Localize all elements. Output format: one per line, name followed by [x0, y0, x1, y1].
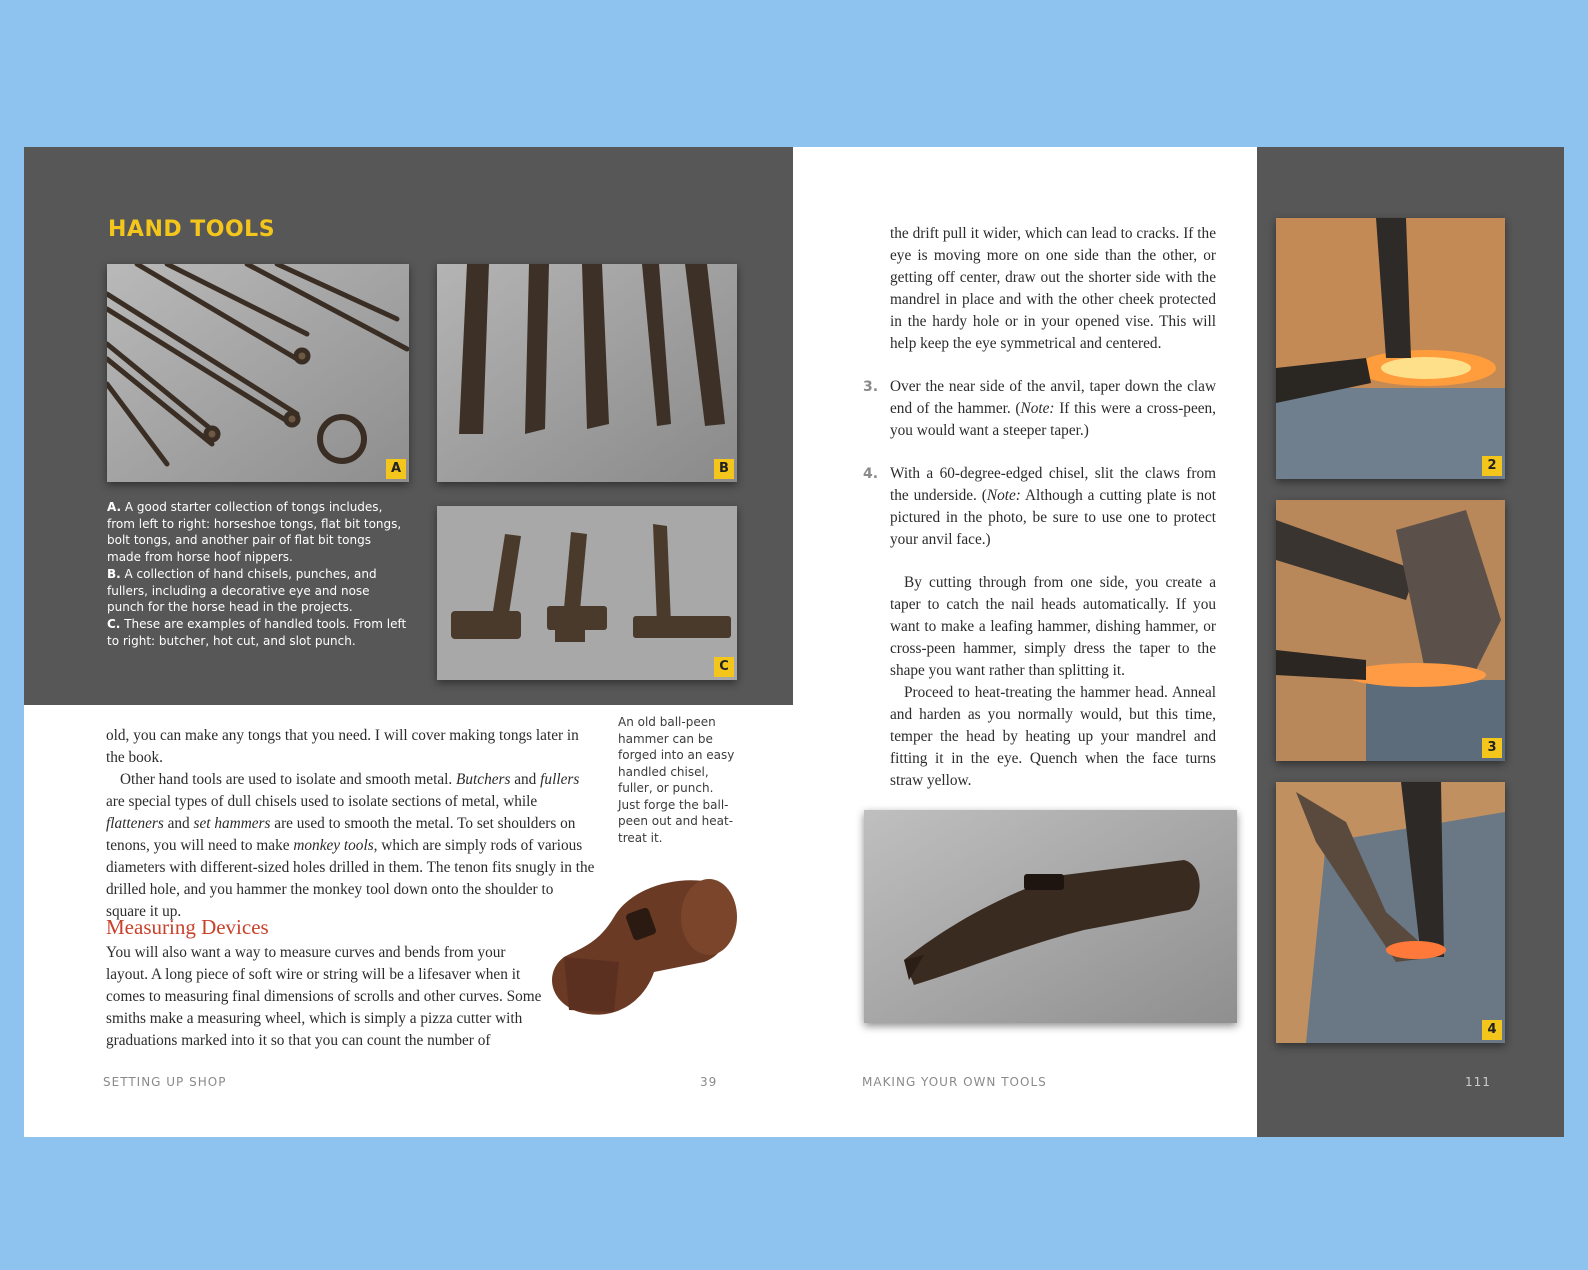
photo-label-c: C: [714, 657, 734, 677]
left-body-text: [106, 725, 596, 923]
intro-paragraph: the drift pull it wider, which can lead to cracks. If the eye is moving more on one side than the other, or getting off center, draw out the shorter side with the mandrel in place and with the other cheek protected in the hardy hole or in your opened vise. This will help keep the eye symmetrical and centered.: [890, 225, 1216, 352]
footer-chapter-title: MAKING YOUR OWN TOOLS: [862, 1075, 1047, 1089]
body-paragraph-heat-treat: Proceed to heat-treating the hammer head. Anneal and harden as you normally would, but this time, temper the head by heating up your mandrel and fitting it in the eye. Quench when the face turns straw yellow.: [890, 684, 1216, 789]
caption-a: A. A good starter collection of tongs includes, from left to right: horseshoe tongs, flat bit tongs, bolt tongs, and another pair of flat bit tongs made from horse hoof nippers.: [107, 500, 402, 565]
measuring-devices-text: You will also want a way to measure curves and bends from your layout. A long piece of soft wire or string will be a lifesaver when it comes to measuring final dimensions of scrolls and other curves. Some smiths make a measuring wheel, which is simply a pizza cutter with graduations marked into it so that you can count the number of: [106, 944, 542, 1049]
photo-label-a: A: [386, 459, 406, 479]
step-3-number: 3.: [863, 379, 879, 395]
step-4-number: 4.: [863, 466, 879, 482]
photo-label-4: 4: [1482, 1020, 1502, 1040]
photo-caption: [107, 499, 407, 649]
right-body-text: [863, 223, 1217, 792]
photo-handled-tools: [437, 506, 737, 680]
photo-step-3: [1276, 500, 1505, 761]
photo-chisels: [437, 264, 737, 482]
photo-label-2: 2: [1482, 456, 1502, 476]
ball-peen-caption: An old ball-peen hammer can be forged into an easy handled chisel, fuller, or punch. Just forge the ball-peen out and heat-treat it.: [618, 715, 735, 845]
caption-c: C. These are examples of handled tools. From left to right: butcher, hot cut, and slot punch.: [107, 616, 407, 648]
photo-label-3: 3: [1482, 738, 1502, 758]
photo-step-2: [1276, 218, 1505, 479]
right-page: [793, 147, 1564, 1137]
step-3: 3. Over the near side of the anvil, taper down the claw end of the hammer. (Note: If this were a cross-peen, you would want a steeper taper.): [863, 378, 1217, 439]
footer-page-number: 39: [700, 1075, 718, 1089]
caption-b: B. A collection of hand chisels, punches, and fullers, including a decorative eye and nose punch for the horse head in the projects.: [107, 566, 377, 615]
photo-tongs: [107, 264, 409, 482]
ball-peen-hammer-image: [544, 862, 739, 1022]
measuring-devices-heading: Measuring Devices: [106, 915, 269, 939]
photo-label-b: B: [714, 459, 734, 479]
footer-chapter-title: SETTING UP SHOP: [103, 1075, 227, 1089]
photo-claw-hammer: [864, 810, 1237, 1023]
body-paragraph-cutting: By cutting through from one side, you create a taper to catch the nail heads automatically. If you want to make a leafing hammer, dishing hammer, or cross-peen hammer, simply dress the taper to the shape you want rather than splitting it.: [890, 574, 1216, 679]
photo-step-4: [1276, 782, 1505, 1043]
step-4: 4. With a 60-degree-edged chisel, slit the claws from the underside. (Note: Although a cutting plate is not pictured in the photo, be sure to use one to protect your anvil face.): [863, 465, 1216, 548]
body-paragraph-2: Other hand tools are used to isolate and smooth metal. Butchers and fullers are special types of dull chisels used to isolate sections of metal, while flatteners and set hammers are used to smooth the metal. To set shoulders on tenons, you will need to make monkey tools, which are simply rods of various diameters with different-sized holes drilled in them. The tenon fits snugly in the drilled hole, and you hammer the monkey tool down onto the shoulder to square it up.: [106, 771, 595, 920]
footer-page-number: 111: [1465, 1075, 1491, 1089]
left-page: [24, 147, 793, 1137]
body-paragraph-1: old, you can make any tongs that you need. I will cover making tongs later in the book.: [106, 727, 579, 766]
section-title: HAND TOOLS: [108, 217, 276, 242]
